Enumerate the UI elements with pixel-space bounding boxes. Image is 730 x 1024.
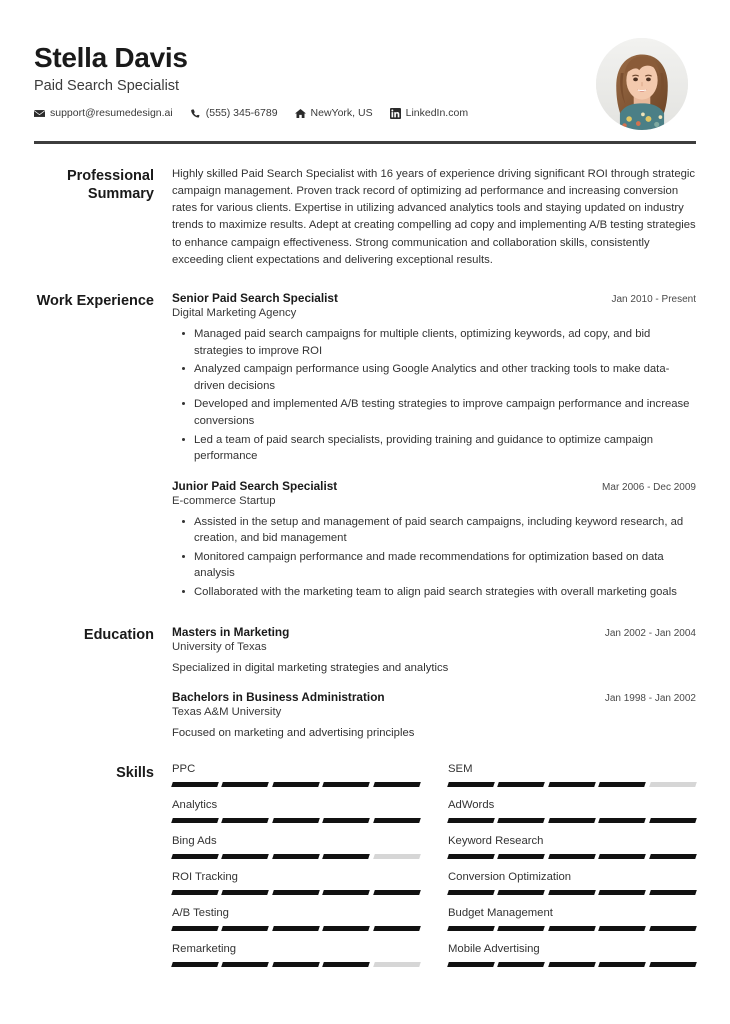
skill-name: Budget Management <box>448 906 553 919</box>
skill-segment-filled <box>222 782 270 787</box>
skill-name: Keyword Research <box>448 834 544 847</box>
skill-segment-filled <box>447 782 495 787</box>
skill-item <box>448 907 696 943</box>
entry-date: Jan 2010 - Present <box>611 293 696 305</box>
skill-segment-filled <box>447 818 495 823</box>
skill-segment-filled <box>171 782 219 787</box>
skill-segment-filled <box>272 962 320 967</box>
skill-segment-filled <box>649 962 697 967</box>
skill-segment-filled <box>222 854 270 859</box>
header-identity <box>34 38 468 119</box>
education-body <box>172 625 696 739</box>
skill-item <box>448 763 696 799</box>
skill-segment-filled <box>447 926 495 931</box>
entry-head <box>172 291 696 305</box>
skill-segment-filled <box>272 890 320 895</box>
skill-name: Mobile Advertising <box>448 942 540 955</box>
contact-email-label: support@resumedesign.ai <box>50 107 173 120</box>
contact-linkedin-label: LinkedIn.com <box>405 107 469 120</box>
contact-linkedin[interactable] <box>390 107 468 119</box>
entry-organization: E-commerce Startup <box>172 494 276 507</box>
entry-head <box>172 625 696 639</box>
contact-location-label: NewYork, US <box>310 107 373 120</box>
skill-segment-filled <box>222 890 270 895</box>
skill-name: Remarketing <box>172 942 237 955</box>
linkedin-icon <box>390 108 401 119</box>
entry-title: Junior Paid Search Specialist <box>172 478 338 493</box>
bullet-item: Managed paid search campaigns for multiple clients, optimizing keywords, ad copy, and bid strategies to improve ROI <box>194 326 696 359</box>
skill-level-bar <box>448 854 696 859</box>
skill-level-bar <box>448 962 696 967</box>
skill-segment-filled <box>373 818 421 823</box>
skill-segment-filled <box>373 782 421 787</box>
experience-entry <box>172 291 696 465</box>
skill-item <box>448 835 696 871</box>
entry-organization: Texas A&M University <box>172 705 282 718</box>
skill-item <box>172 763 420 799</box>
skill-segment-filled <box>649 890 697 895</box>
skill-level-bar <box>172 962 420 967</box>
skill-item <box>172 943 420 979</box>
section-work-experience <box>34 291 696 603</box>
summary-body <box>172 166 696 269</box>
bullet-item: Developed and implemented A/B testing strategies to improve campaign performance and increase conversions <box>194 396 696 429</box>
skill-segment-filled <box>548 962 596 967</box>
skill-segment-filled <box>373 926 421 931</box>
header-divider <box>34 141 696 144</box>
skill-level-bar <box>172 854 420 859</box>
envelope-icon <box>34 108 45 119</box>
skill-name: SEM <box>448 762 473 775</box>
skill-level-bar <box>172 926 420 931</box>
contact-email[interactable] <box>34 107 173 119</box>
skill-segment-filled <box>598 962 646 967</box>
skill-name: AdWords <box>448 798 495 811</box>
skill-segment-filled <box>272 818 320 823</box>
skill-segment-filled <box>171 926 219 931</box>
skill-segment-empty <box>373 962 421 967</box>
skill-item <box>172 799 420 835</box>
entry-head <box>172 690 696 704</box>
skill-name: Bing Ads <box>172 834 217 847</box>
skill-segment-filled <box>649 926 697 931</box>
skill-level-bar <box>448 890 696 895</box>
skill-item <box>172 907 420 943</box>
skill-segment-filled <box>548 890 596 895</box>
skill-segment-filled <box>373 890 421 895</box>
skill-segment-filled <box>548 854 596 859</box>
skill-segment-filled <box>171 890 219 895</box>
skill-segment-filled <box>598 854 646 859</box>
resume-header <box>34 30 696 130</box>
section-label-education: Education <box>83 626 154 643</box>
skill-segment-filled <box>171 854 219 859</box>
bullet-item: Collaborated with the marketing team to align paid search strategies with overall marketing goals <box>194 584 696 601</box>
skill-segment-empty <box>373 854 421 859</box>
contact-row <box>34 107 468 119</box>
skill-segment-filled <box>498 782 546 787</box>
entry-title: Bachelors in Business Administration <box>172 689 385 704</box>
skill-level-bar <box>172 890 420 895</box>
contact-phone-label: (555) 345-6789 <box>205 107 278 120</box>
section-professional-summary <box>34 166 696 269</box>
skill-segment-filled <box>272 926 320 931</box>
entry-date: Jan 2002 - Jan 2004 <box>604 627 696 639</box>
skill-level-bar <box>172 782 420 787</box>
skill-segment-filled <box>598 926 646 931</box>
skill-segment-filled <box>649 854 697 859</box>
skill-name: Conversion Optimization <box>448 870 572 883</box>
education-entry <box>172 625 696 674</box>
skill-segment-filled <box>447 854 495 859</box>
entry-organization: Digital Marketing Agency <box>172 306 297 319</box>
bullet-item: Led a team of paid search specialists, providing training and guidance to optimize campaign performance <box>194 432 696 465</box>
skill-segment-filled <box>322 962 370 967</box>
skill-segment-filled <box>598 890 646 895</box>
avatar <box>596 38 688 130</box>
skill-segment-filled <box>322 854 370 859</box>
bullet-item: Monitored campaign performance and made recommendations for optimization based on data analysis <box>194 549 696 582</box>
skill-item <box>448 799 696 835</box>
skill-segment-filled <box>548 926 596 931</box>
skill-level-bar <box>448 818 696 823</box>
skill-segment-filled <box>222 962 270 967</box>
skill-segment-filled <box>598 782 646 787</box>
bullet-item: Analyzed campaign performance using Google Analytics and other tracking tools to make data-driven decisions <box>194 361 696 394</box>
entry-bullets <box>172 514 696 601</box>
skill-item <box>172 871 420 907</box>
skill-level-bar <box>448 926 696 931</box>
skill-segment-filled <box>322 782 370 787</box>
skill-segment-filled <box>548 782 596 787</box>
entry-organization: University of Texas <box>172 640 267 653</box>
entry-bullets <box>172 326 696 465</box>
skill-item <box>448 871 696 907</box>
skill-segment-filled <box>649 818 697 823</box>
skill-segment-filled <box>322 890 370 895</box>
bullet-item: Assisted in the setup and management of paid search campaigns, including keyword research, ad creation, and bid management <box>194 514 696 547</box>
skill-segment-filled <box>498 962 546 967</box>
skill-segment-filled <box>498 854 546 859</box>
entry-title: Senior Paid Search Specialist <box>172 290 338 305</box>
entry-head <box>172 479 696 493</box>
skills-body <box>172 763 696 979</box>
skill-segment-filled <box>447 962 495 967</box>
skill-segment-filled <box>222 926 270 931</box>
skill-item <box>172 835 420 871</box>
skill-name: A/B Testing <box>172 906 229 919</box>
skill-segment-filled <box>171 962 219 967</box>
experience-entry <box>172 479 696 601</box>
summary-text: Highly skilled Paid Search Specialist with 16 years of experience driving significant ROI through strategic campaign management. Proven track record of optimizing ad performance and increasing conversion rates for various clients. Expertise in utilizing advanced analytics tools and staying updated on industry trends to maximize results. Adept at creating compelling ad copy and implementing A/B testing strategies to enhance campaign effectiveness. Strong communication and collaboration skills, consistently exceeding client expectations and delivering exceptional results. <box>172 168 696 266</box>
section-skills <box>34 763 696 979</box>
entry-note: Focused on marketing and advertising principles <box>172 726 415 739</box>
skill-item <box>448 943 696 979</box>
skill-name: ROI Tracking <box>172 870 238 883</box>
page-title: Stella Davis <box>34 42 188 73</box>
home-icon <box>295 108 306 119</box>
job-title: Paid Search Specialist <box>34 78 180 95</box>
phone-icon <box>190 108 201 119</box>
section-label-experience: Work Experience <box>36 292 154 309</box>
skills-grid <box>172 763 696 979</box>
contact-phone[interactable] <box>190 107 278 119</box>
skill-segment-empty <box>649 782 697 787</box>
skill-segment-filled <box>222 818 270 823</box>
entry-date: Mar 2006 - Dec 2009 <box>602 481 696 493</box>
skill-segment-filled <box>498 818 546 823</box>
entry-date: Jan 1998 - Jan 2002 <box>604 692 696 704</box>
skill-name: Analytics <box>172 798 218 811</box>
skill-level-bar <box>172 818 420 823</box>
entry-note: Specialized in digital marketing strategies and analytics <box>172 661 449 674</box>
education-entry <box>172 690 696 739</box>
skill-segment-filled <box>498 890 546 895</box>
section-label-summary: Professional Summary <box>66 168 154 203</box>
skill-name: PPC <box>172 762 196 775</box>
skill-segment-filled <box>322 926 370 931</box>
skill-segment-filled <box>498 926 546 931</box>
contact-location[interactable] <box>295 107 373 119</box>
skill-segment-filled <box>548 818 596 823</box>
experience-body <box>172 291 696 603</box>
skill-segment-filled <box>447 890 495 895</box>
section-label-skills: Skills <box>116 764 154 781</box>
section-education <box>34 625 696 739</box>
skill-segment-filled <box>598 818 646 823</box>
skill-level-bar <box>448 782 696 787</box>
skill-segment-filled <box>272 854 320 859</box>
skill-segment-filled <box>322 818 370 823</box>
skill-segment-filled <box>171 818 219 823</box>
entry-title: Masters in Marketing <box>172 624 290 639</box>
skill-segment-filled <box>272 782 320 787</box>
